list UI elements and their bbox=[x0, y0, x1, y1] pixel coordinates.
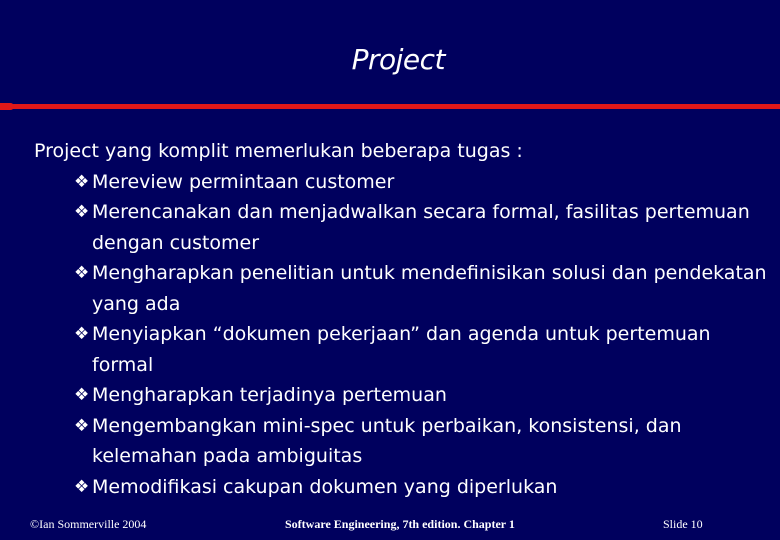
bullet-item bbox=[74, 167, 774, 198]
bullet-item bbox=[74, 380, 774, 411]
diamond-bullet-icon: ❖ bbox=[74, 263, 90, 283]
bullet-item bbox=[74, 319, 774, 380]
slide-body bbox=[34, 136, 774, 502]
bullet-text: Merencanakan dan menjadwalkan secara formal, fasilitas pertemuan dengan customer bbox=[92, 201, 750, 254]
bullet-text: Mengharapkan terjadinya pertemuan bbox=[92, 384, 447, 406]
diamond-bullet-icon: ❖ bbox=[74, 476, 90, 497]
bullet-item bbox=[74, 197, 774, 258]
bullet-text: Mengharapkan penelitian untuk mendefinisikan solusi dan pendekatan yang ada bbox=[92, 262, 767, 315]
bullet-item bbox=[74, 411, 774, 472]
bullet-text: Menyiapkan “dokumen pekerjaan” dan agenda untuk pertemuan formal bbox=[92, 323, 711, 376]
slide-title: Project bbox=[351, 43, 445, 76]
footer-copyright: ©Ian Sommerville 2004 bbox=[30, 517, 147, 531]
diamond-bullet-icon: ❖ bbox=[74, 202, 90, 222]
intro-text: Project yang komplit memerlukan beberapa tugas : bbox=[34, 140, 523, 162]
title-divider bbox=[0, 104, 780, 109]
title-divider-cap bbox=[0, 103, 14, 110]
diamond-bullet-icon: ❖ bbox=[74, 324, 90, 344]
bullet-text: Memodifikasi cakupan dokumen yang diperlukan bbox=[92, 475, 558, 498]
bullet-text: Mereview permintaan customer bbox=[92, 170, 395, 193]
bullet-item bbox=[74, 258, 774, 319]
diamond-bullet-icon: ❖ bbox=[74, 171, 90, 192]
footer-book-title: Software Engineering, 7th edition. Chapter 1 bbox=[285, 517, 515, 531]
diamond-bullet-icon: ❖ bbox=[74, 385, 90, 405]
diamond-bullet-icon: ❖ bbox=[74, 415, 90, 436]
bullet-text: Mengembangkan mini-spec untuk perbaikan, konsistensi, dan kelemahan pada ambiguitas bbox=[92, 414, 682, 467]
bullet-list bbox=[34, 167, 774, 503]
footer-slide-number: Slide 10 bbox=[663, 517, 703, 531]
bullet-item bbox=[74, 472, 774, 503]
